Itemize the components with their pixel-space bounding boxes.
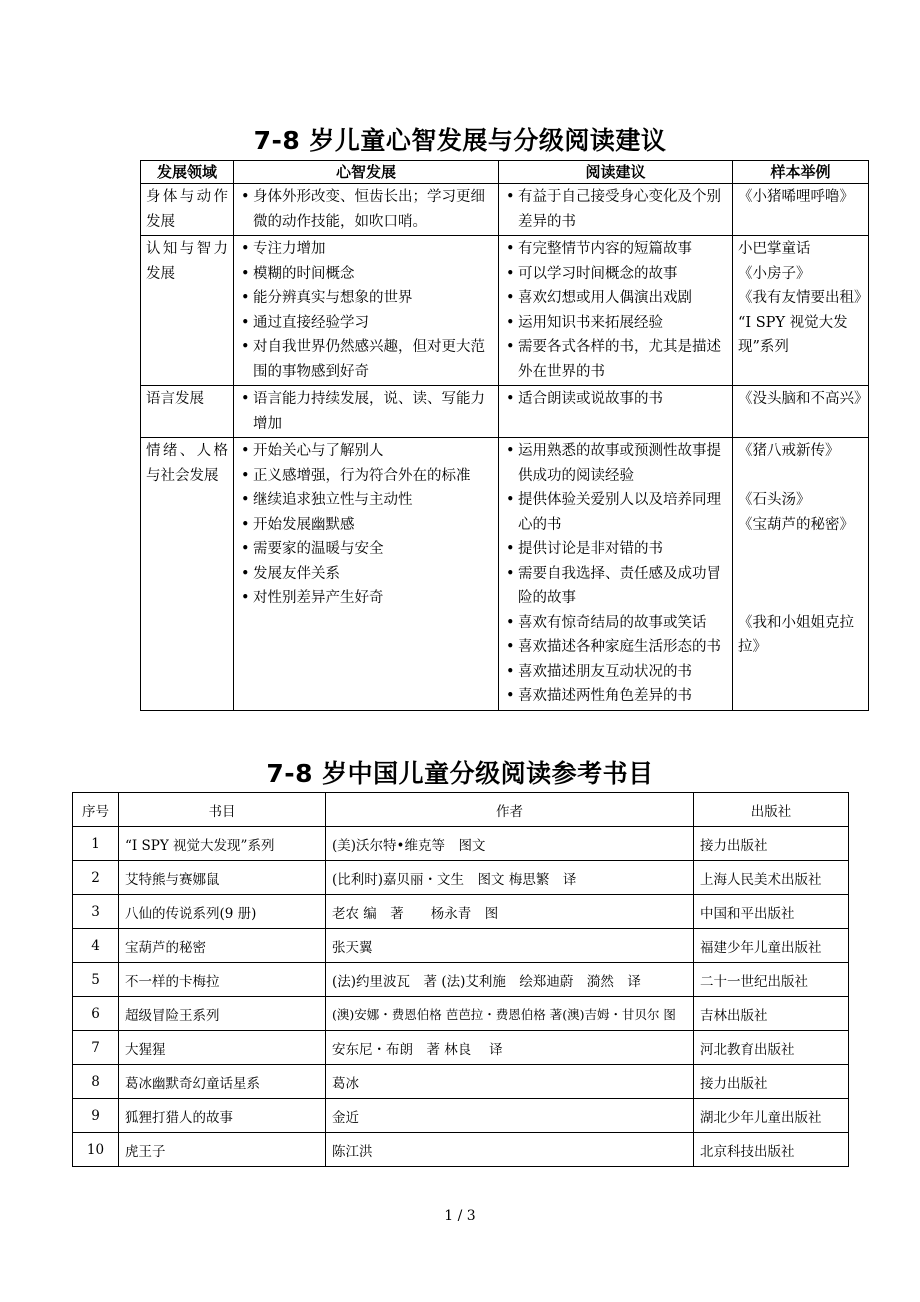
area-cell: 情绪、人格与社会发展: [141, 438, 234, 711]
mind-cell: [234, 236, 499, 386]
book-author: (澳)安娜・费恩伯格 芭芭拉・费恩伯格 著(澳)吉姆・甘贝尔 图: [326, 997, 694, 1031]
samples-cell: [733, 236, 869, 386]
mind-cell: [234, 386, 499, 438]
list-item: • 适合朗读或说故事的书: [504, 387, 727, 412]
sample-item: 《石头汤》: [738, 492, 811, 508]
book-publisher: 北京科技出版社: [694, 1133, 849, 1167]
page-title-development: 7-8 岁儿童心智发展与分级阅读建议: [253, 126, 667, 155]
book-publisher: 河北教育出版社: [694, 1031, 849, 1065]
book-author: 安东尼・布朗 著 林良 译: [326, 1031, 694, 1065]
book-title: 大猩猩: [119, 1031, 326, 1065]
page-title-booklist: 7-8 岁中国儿童分级阅读参考书目: [266, 759, 654, 788]
table-row: [141, 438, 869, 711]
row-index: 8: [73, 1065, 119, 1099]
area-cell: 身体与动作发展: [141, 184, 234, 236]
list-item: • 开始发展幽默感: [239, 513, 493, 538]
sample-item: 《没头脑和不高兴》: [738, 391, 869, 407]
list-item: • 能分辨真实与想象的世界: [239, 286, 493, 311]
book-author: 老农 编 著 杨永青 图: [326, 895, 694, 929]
book-author: 张天翼: [326, 929, 694, 963]
row-index: 1: [73, 827, 119, 861]
table-row: [73, 963, 849, 997]
list-item: • 专注力增加: [239, 237, 493, 262]
table-row: [73, 1065, 849, 1099]
table-row: [73, 861, 849, 895]
list-item: • 有益于自己接受身心变化及个别差异的书: [504, 185, 727, 234]
header-publisher: 出版社: [694, 793, 849, 827]
sample-item: 《猪八戒新传》: [738, 443, 840, 459]
list-item: • 语言能力持续发展，说、读、写能力增加: [239, 387, 493, 436]
mind-cell: [234, 184, 499, 236]
reading-cell: [499, 386, 733, 438]
book-publisher: 湖北少年儿童出版社: [694, 1099, 849, 1133]
header-title: 书目: [119, 793, 326, 827]
list-item: • 开始关心与了解别人: [239, 439, 493, 464]
book-title: 宝葫芦的秘密: [119, 929, 326, 963]
row-index: 5: [73, 963, 119, 997]
book-author: (比利时)嘉贝丽・文生 图文 梅思繁 译: [326, 861, 694, 895]
page-number: 1 / 3: [444, 1208, 476, 1224]
reading-cell: [499, 184, 733, 236]
list-item: • 可以学习时间概念的故事: [504, 262, 727, 287]
header-area: 发展领域: [141, 161, 234, 184]
samples-cell: [733, 386, 869, 438]
list-item: • 正义感增强，行为符合外在的标准: [239, 464, 493, 489]
list-item: • 发展友伴关系: [239, 562, 493, 587]
list-item: • 需要家的温暖与安全: [239, 537, 493, 562]
row-index: 6: [73, 997, 119, 1031]
book-author: (美)沃尔特•维克等 图文: [326, 827, 694, 861]
book-list-table: [72, 792, 849, 1167]
area-cell: 语言发展: [141, 386, 234, 438]
table-row: [73, 1133, 849, 1167]
list-item: • 喜欢描述各种家庭生活形态的书: [504, 635, 727, 660]
sample-item: 《我和小姐姐克拉拉》: [738, 614, 854, 655]
book-author: (法)约里波瓦 著 (法)艾利施 绘郑迪蔚 漪然 译: [326, 963, 694, 997]
sample-item: “I SPY 视觉大发现”系列: [738, 314, 848, 355]
sample-item: 《我有友情要出租》: [738, 290, 869, 306]
reading-cell: [499, 236, 733, 386]
header-reading: 阅读建议: [499, 161, 733, 184]
list-item: • 提供讨论是非对错的书: [504, 537, 727, 562]
list-item: • 喜欢描述两性角色差异的书: [504, 684, 727, 709]
book-publisher: 福建少年儿童出版社: [694, 929, 849, 963]
table-row: [73, 929, 849, 963]
table-row: [73, 1099, 849, 1133]
list-item: • 继续追求独立性与主动性: [239, 488, 493, 513]
book-title: 葛冰幽默奇幻童话星系: [119, 1065, 326, 1099]
mind-cell: [234, 438, 499, 711]
book-author: 金近: [326, 1099, 694, 1133]
sample-item: 小巴掌童话: [738, 241, 811, 257]
list-item: • 身体外形改变、恒齿长出；学习更细微的动作技能，如吹口哨。: [239, 185, 493, 234]
header-author: 作者: [326, 793, 694, 827]
row-index: 3: [73, 895, 119, 929]
list-item: • 有完整情节内容的短篇故事: [504, 237, 727, 262]
header-samples: 样本举例: [733, 161, 869, 184]
book-publisher: 接力出版社: [694, 1065, 849, 1099]
table-row: [73, 997, 849, 1031]
book-title: 超级冒险王系列: [119, 997, 326, 1031]
list-item: • 提供体验关爱别人以及培养同理心的书: [504, 488, 727, 537]
book-title: “I SPY 视觉大发现”系列: [119, 827, 326, 861]
list-item: • 需要各式各样的书，尤其是描述外在世界的书: [504, 335, 727, 384]
table-row: [141, 386, 869, 438]
list-item: • 通过直接经验学习: [239, 311, 493, 336]
development-table: [140, 160, 869, 711]
row-index: 2: [73, 861, 119, 895]
reading-cell: [499, 438, 733, 711]
book-title: 不一样的卡梅拉: [119, 963, 326, 997]
samples-cell: [733, 438, 869, 711]
list-item: • 模糊的时间概念: [239, 262, 493, 287]
book-title: 虎王子: [119, 1133, 326, 1167]
table-row: [141, 184, 869, 236]
dev-header-row: [141, 161, 869, 184]
book-header-row: [73, 793, 849, 827]
sample-item: 《小猪唏哩呼噜》: [738, 189, 854, 205]
header-index: 序号: [73, 793, 119, 827]
list-item: • 运用熟悉的故事或预测性故事提供成功的阅读经验: [504, 439, 727, 488]
book-publisher: 二十一世纪出版社: [694, 963, 849, 997]
area-cell: 认知与智力发展: [141, 236, 234, 386]
row-index: 7: [73, 1031, 119, 1065]
row-index: 4: [73, 929, 119, 963]
list-item: • 对性别差异产生好奇: [239, 586, 493, 611]
header-mind: 心智发展: [234, 161, 499, 184]
sample-item: 《小房子》: [738, 265, 811, 282]
row-index: 10: [73, 1133, 119, 1167]
samples-cell: [733, 184, 869, 236]
list-item: • 喜欢有惊奇结局的故事或笑话: [504, 611, 727, 636]
book-publisher: 接力出版社: [694, 827, 849, 861]
table-row: [141, 236, 869, 386]
row-index: 9: [73, 1099, 119, 1133]
list-item: • 喜欢幻想或用人偶演出戏剧: [504, 286, 727, 311]
table-row: [73, 895, 849, 929]
table-row: [73, 827, 849, 861]
book-author: 葛冰: [326, 1065, 694, 1099]
book-title: 狐狸打猎人的故事: [119, 1099, 326, 1133]
list-item: • 喜欢描述朋友互动状况的书: [504, 660, 727, 685]
sample-item: 《宝葫芦的秘密》: [738, 516, 854, 533]
book-publisher: 吉林出版社: [694, 997, 849, 1031]
book-author: 陈江洪: [326, 1133, 694, 1167]
table-row: [73, 1031, 849, 1065]
list-item: • 运用知识书来拓展经验: [504, 311, 727, 336]
list-item: • 对自我世界仍然感兴趣，但对更大范围的事物感到好奇: [239, 335, 493, 384]
book-publisher: 上海人民美术出版社: [694, 861, 849, 895]
book-title: 八仙的传说系列(9 册): [119, 895, 326, 929]
book-publisher: 中国和平出版社: [694, 895, 849, 929]
list-item: • 需要自我选择、责任感及成功冒险的故事: [504, 562, 727, 611]
book-title: 艾特熊与赛娜鼠: [119, 861, 326, 895]
